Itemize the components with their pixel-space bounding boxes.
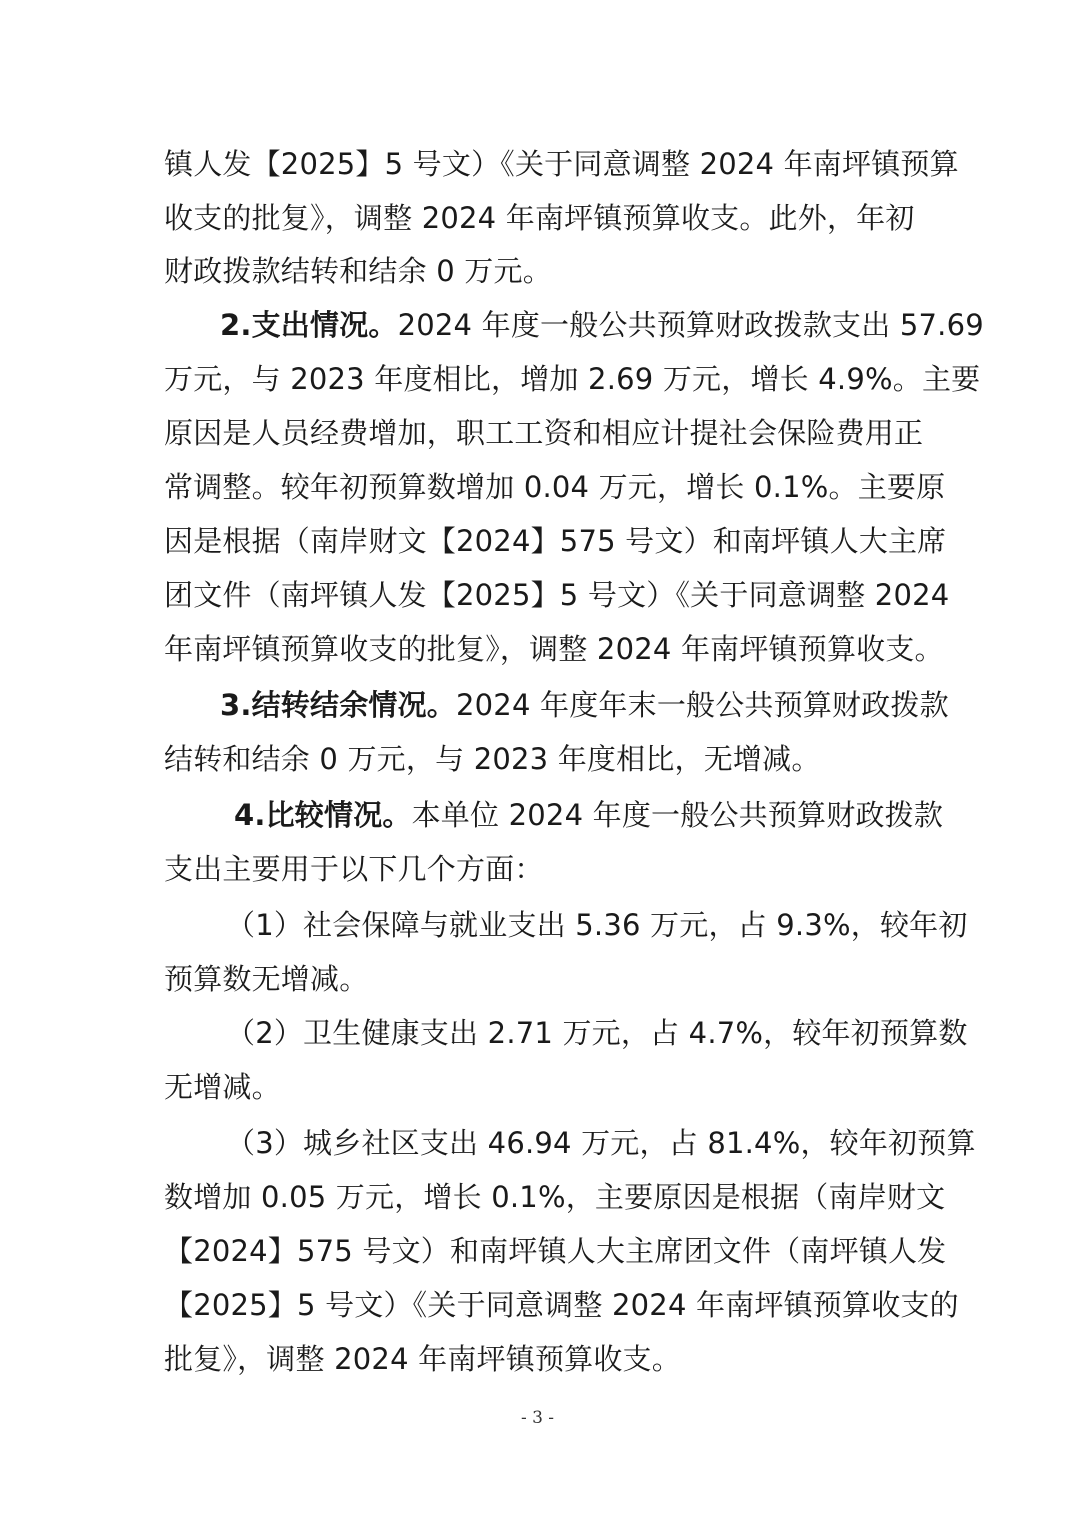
item3-line-3: 【2024】575 号文）和南坪镇人大主席团文件（南坪镇人发 <box>164 1234 947 1268</box>
para2-line-7: 年南坪镇预算收支的批复》，调整 2024 年南坪镇预算收支。 <box>164 632 944 666</box>
item2-line-1: （2）卫生健康支出 2.71 万元，占 4.7%，较年初预算数 <box>226 1016 968 1050</box>
para1-line-2: 收支的批复》，调整 2024 年南坪镇预算收支。此外，年初 <box>164 201 915 235</box>
item3-line-1: （3）城乡社区支出 46.94 万元，占 81.4%，较年初预算 <box>226 1126 976 1160</box>
para4-line-1-text: 本单位 2024 年度一般公共预算财政拨款 <box>411 798 944 832</box>
para4-heading: 4.比较情况。 <box>234 798 412 832</box>
para3-line-1 <box>220 685 949 725</box>
para4-line-1 <box>234 795 944 835</box>
para2-line-4: 常调整。较年初预算数增加 0.04 万元，增长 0.1%。主要原 <box>164 470 946 504</box>
item3-line-4: 【2025】5 号文）《关于同意调整 2024 年南坪镇预算收支的 <box>164 1288 959 1322</box>
item1-line-2: 预算数无增减。 <box>164 962 369 996</box>
para2-line-5: 因是根据（南岸财文【2024】575 号文）和南坪镇人大主席 <box>164 524 947 558</box>
item3-line-5: 批复》，调整 2024 年南坪镇预算收支。 <box>164 1342 681 1376</box>
para2-line-1 <box>220 305 984 345</box>
para4-line-2: 支出主要用于以下几个方面： <box>164 852 544 886</box>
para2-heading: 2.支出情况。 <box>220 308 398 342</box>
item1-line-1: （1）社会保障与就业支出 5.36 万元，占 9.3%，较年初 <box>226 908 968 942</box>
para2-line-2: 万元，与 2023 年度相比，增加 2.69 万元，增长 4.9%。主要 <box>164 362 981 396</box>
para1-line-3: 财政拨款结转和结余 0 万元。 <box>164 254 552 288</box>
para1-line-1: 镇人发【2025】5 号文）《关于同意调整 2024 年南坪镇预算 <box>164 147 959 181</box>
para2-line-6: 团文件（南坪镇人发【2025】5 号文）《关于同意调整 2024 <box>164 578 950 612</box>
item2-line-2: 无增减。 <box>164 1070 281 1104</box>
para3-line-1-text: 2024 年度年末一般公共预算财政拨款 <box>456 688 949 722</box>
para2-line-3: 原因是人员经费增加，职工工资和相应计提社会保险费用正 <box>164 416 924 450</box>
para3-line-2: 结转和结余 0 万元，与 2023 年度相比，无增减。 <box>164 742 821 776</box>
item3-line-2: 数增加 0.05 万元，增长 0.1%，主要原因是根据（南岸财文 <box>164 1180 946 1214</box>
para2-line-1-text: 2024 年度一般公共预算财政拨款支出 57.69 <box>397 308 984 342</box>
page-number: - 3 - <box>520 1408 555 1428</box>
para3-heading: 3.结转结余情况。 <box>220 688 456 722</box>
